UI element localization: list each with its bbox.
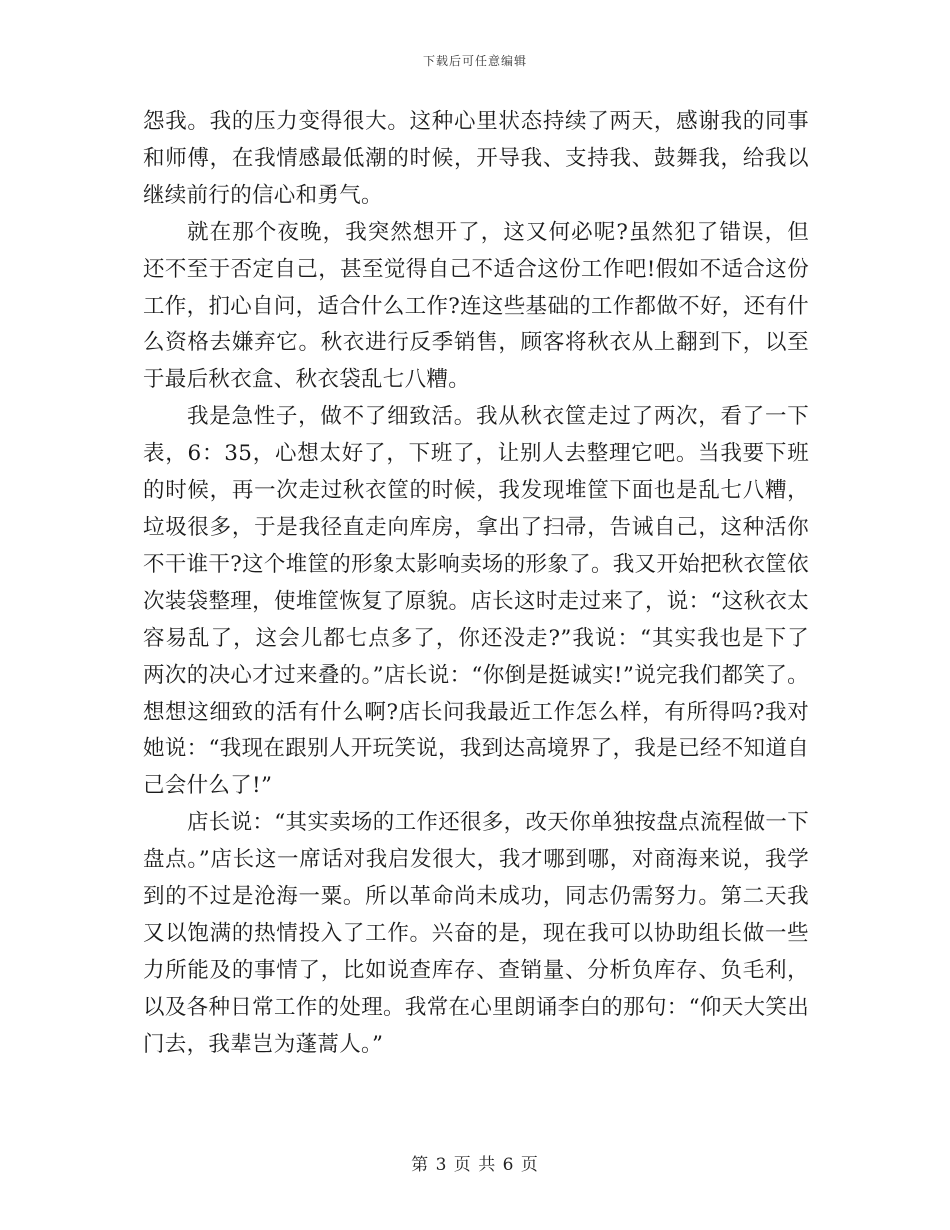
paragraph-1: 怨我。我的压力变得很大。这种心里状态持续了两天，感谢我的同事和师傅，在我情感最低潮的时候，开导我、支持我、鼓舞我，给我以继续前行的信心和勇气。	[143, 109, 809, 208]
page-footer: 第 3 页 共 6 页	[411, 1155, 539, 1175]
page-header: 下载后可任意编辑	[422, 54, 527, 68]
paragraph-3: 我是急性子，做不了细致活。我从秋衣筐走过了两次，看了一下表，6：35，心想太好了，下班了，让别人去整理它吧。当我要下班的时候，再一次走过秋衣筐的时候，我发现堆筐下面也是乱七八糟，垃圾很多，于是我径直走向库房，拿出了扫帚，告诫自己，这种活你不干谁干?这个堆筐的形象太影响卖场的形象了。我又开始把秋衣筐依次装袋整理，使堆筐恢复了原貌。店长这时走过来了，说：“这秋衣太容易乱了，这会儿都七点多了，你还没走?”我说：“其实我也是下了两次的决心才过来叠的。”店长说：“你倒是挺诚实!”说完我们都笑了。想想这细致的活有什么啊?店长问我最近工作怎么样，有所得吗?我对她说：“我现在跟别人开玩笑说，我到达高境界了，我是已经不知道自己会什么了!”	[143, 404, 809, 799]
document-body	[143, 104, 809, 1064]
paragraph-2: 就在那个夜晚，我突然想开了，这又何必呢?虽然犯了错误，但还不至于否定自己，甚至觉得自己不适合这份工作吧!假如不适合这份工作，扪心自问，适合什么工作?连这些基础的工作都做不好，还有什么资格去嫌弃它。秋衣进行反季销售，顾客将秋衣从上翻到下，以至于最后秋衣盒、秋衣袋乱七八糟。	[143, 219, 809, 393]
paragraph-4: 店长说：“其实卖场的工作还很多，改天你单独按盘点流程做一下盘点。”店长这一席话对我启发很大，我才哪到哪，对商海来说，我学到的不过是沧海一粟。所以革命尚未成功，同志仍需努力。第二天我又以饱满的热情投入了工作。兴奋的是，现在我可以协助组长做一些力所能及的事情了，比如说查库存、查销量、分析负库存、负毛利，以及各种日常工作的处理。我常在心里朗诵李白的那句：“仰天大笑出门去，我辈岂为蓬蒿人。”	[143, 810, 809, 1057]
